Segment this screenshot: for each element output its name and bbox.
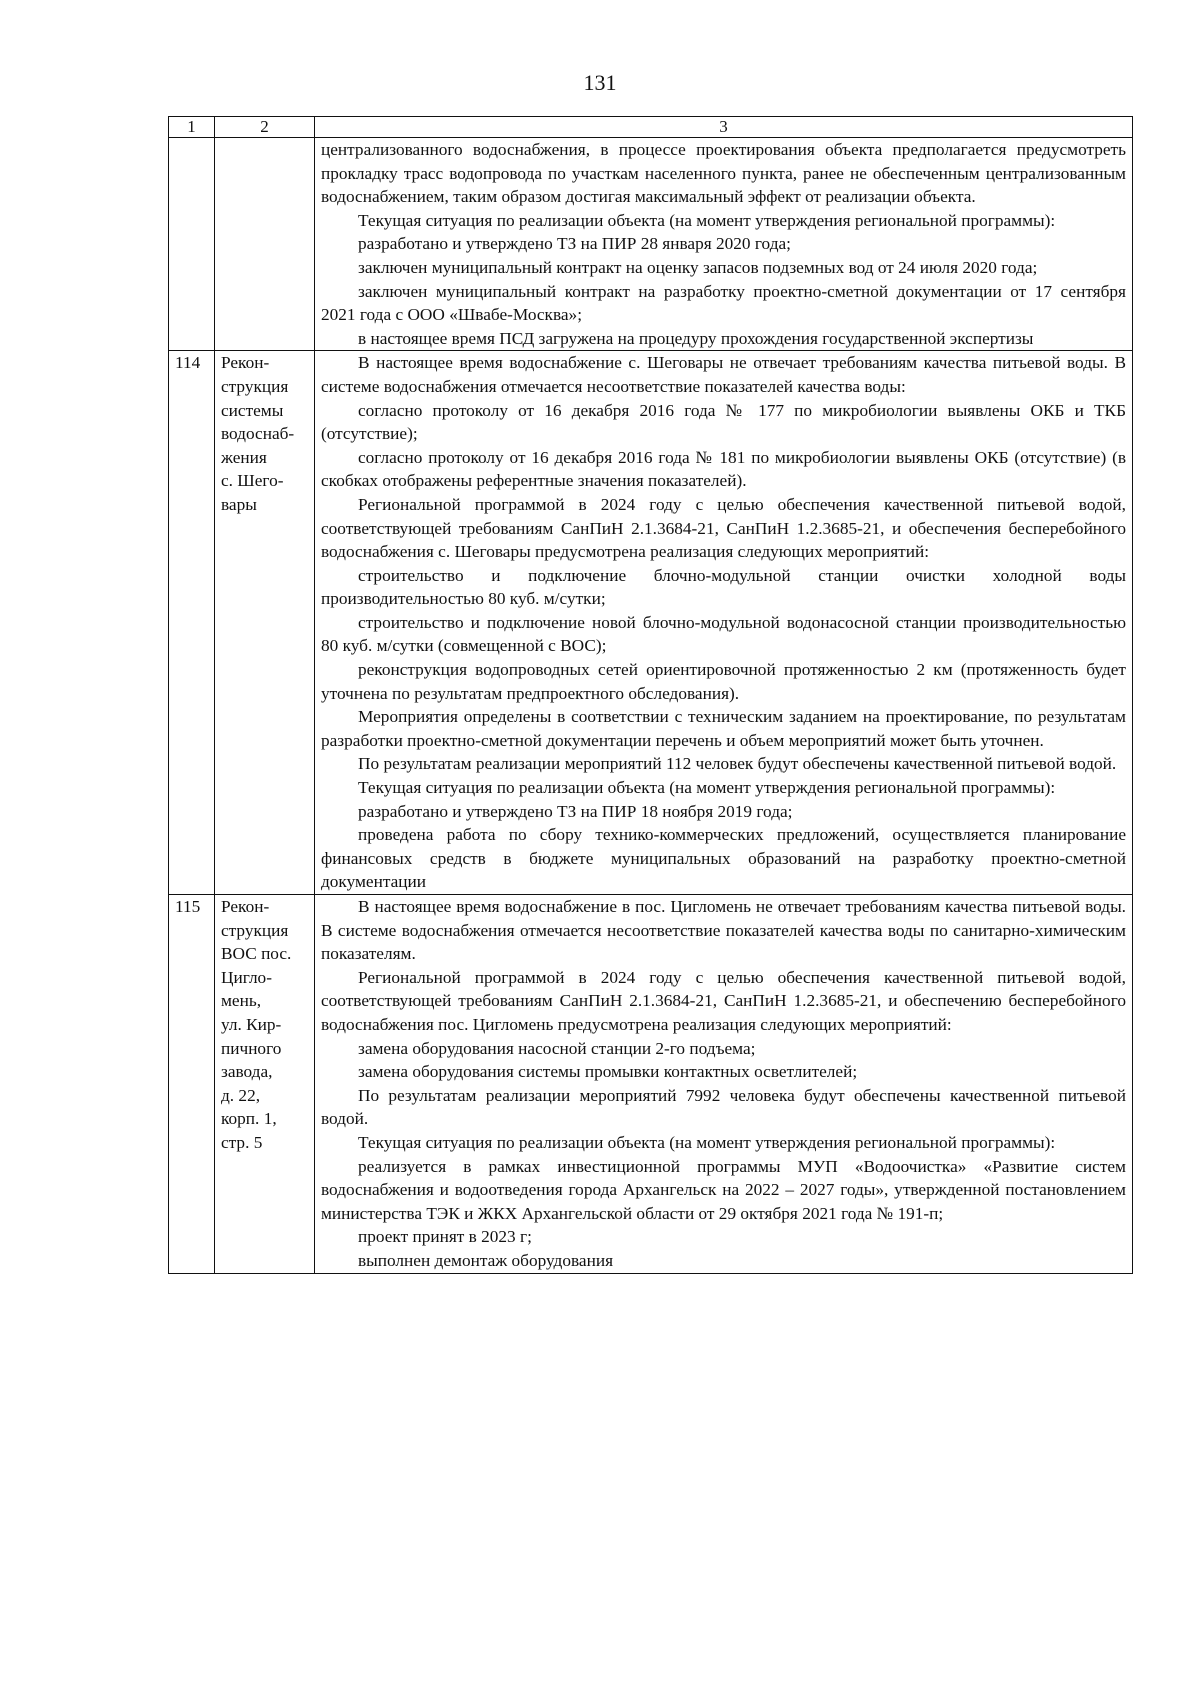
description-paragraph: Текущая ситуация по реализации объекта (на момент утверждения региональной программы): [358,210,1056,230]
description-paragraph: согласно протоколу от 16 декабря 2016 года № 177 по микробиологии выявлены ОКБ и ТКБ (отсутствие); [321,400,1126,444]
description-paragraph: проект принят в 2023 г; [358,1227,532,1247]
description-paragraph: разработано и утверждено ТЗ на ПИР 18 ноября 2019 года; [358,801,793,821]
description-paragraph: Региональной программой в 2024 году с целью обеспечения качественной питьевой водой, соответствующей требованиям СанПиН 2.1.3684-21, СанПиН 1.2.3685-21, и обеспечения бесперебойного водоснабжения с. Шеговары предусмотрена реализация следующих мероприятий: [321,494,1126,562]
object-name-line: Рекон- [221,353,270,373]
object-name-line: д. 22, [221,1085,261,1105]
row-number: 114 [169,351,215,895]
description-cell [315,138,1133,351]
description-paragraph: По результатам реализации мероприятий 7992 человека будут обеспечены качественной питьевой водой. [321,1085,1126,1129]
description-paragraph: Текущая ситуация по реализации объекта (на момент утверждения региональной программы): [358,778,1056,798]
object-name-line: струкция [221,920,289,940]
object-name-line: ВОС пос. [221,944,292,964]
description-paragraph: строительство и подключение новой блочно-модульной водонасосной станции производительностью 80 куб. м/сутки (совмещенной с ВОС); [321,612,1126,656]
description-paragraph: в настоящее время ПСД загружена на процедуру прохождения государственной экспертизы [358,328,1034,348]
row-number: 115 [169,895,215,1274]
table-row [169,895,1133,1274]
description-paragraph: заключен муниципальный контракт на разработку проектно-сметной документации от 17 сентября 2021 года с ООО «Швабе-Москва»; [321,281,1126,325]
object-name-line: мень, [221,991,262,1011]
description-paragraph: Мероприятия определены в соответствии с техническим заданием на проектирование, по результатам разработки проектно-сметной документации перечень и объем мероприятий может быть уточнен. [321,707,1126,750]
description-paragraph: разработано и утверждено ТЗ на ПИР 28 января 2020 года; [358,234,791,254]
description-paragraph: согласно протоколу от 16 декабря 2016 года № 181 по микробиологии выявлены ОКБ (отсутствие) (в скобках отображены референтные значения показателей). [321,447,1126,491]
description-paragraph: централизованного водоснабжения, в процессе проектирования объекта предполагается предусмотреть прокладку трасс водопровода по участкам населенного пункта, ранее не обеспеченным централизованным водоснабжением, таким образом достигая максимальный эффект от реализации объекта. [321,140,1126,207]
object-name [215,138,315,351]
object-name-line: системы [221,400,284,420]
object-name-line: жения [221,447,267,467]
header-cell-1: 1 [169,117,215,138]
description-paragraph: реконструкция водопроводных сетей ориентировочной протяженностью 2 км (протяженность будет уточнена по результатам предпроектного обследования). [321,660,1126,703]
object-name-line: стр. 5 [221,1132,263,1152]
object-name-line: Цигло- [221,967,272,987]
header-cell-2: 2 [215,117,315,138]
object-name-line: завода, [221,1062,273,1082]
page-number: 131 [583,70,617,95]
program-table [168,116,1133,1274]
description-paragraph: Текущая ситуация по реализации объекта (на момент утверждения региональной программы): [358,1132,1056,1152]
object-name-line: водоснаб- [221,424,295,444]
description-paragraph: строительство и подключение блочно-модульной станции очистки холодной воды производительностью 80 куб. м/сутки; [321,565,1126,609]
description-paragraph: замена оборудования насосной станции 2-го подъема; [358,1038,756,1058]
object-name-line: корп. 1, [221,1109,277,1129]
description-paragraph: В настоящее время водоснабжение с. Шеговары не отвечает требованиям качества питьевой воды. В системе водоснабжения отмечается несоответствие показателей качества воды: [321,353,1126,396]
table-row [169,351,1133,895]
description-paragraph: В настоящее время водоснабжение в пос. Цигломень не отвечает требованиям качества питьевой воды. В системе водоснабжения отмечается несоответствие показателей качества воды по санитарно-химическим показателям. [321,897,1126,964]
object-name-line: струкция [221,376,289,396]
object-name-line: ул. Кир- [221,1014,282,1034]
row-number [169,138,215,351]
description-cell [315,895,1133,1274]
object-name-line: вары [221,494,257,514]
description-paragraph: проведена работа по сбору технико-коммерческих предложений, осуществляется планирование финансовых средств в бюджете муниципальных образований на разработку проектно-сметной документации [321,825,1126,892]
description-paragraph: реализуется в рамках инвестиционной программы МУП «Водоочистка» «Развитие систем водоснабжения и водоотведения города Архангельск на 2022 – 2027 годы», утвержденной постановлением министерства ТЭК и ЖКХ Архангельской области от 29 октября 2021 года № 191-п; [321,1156,1126,1223]
description-paragraph: По результатам реализации мероприятий 112 человек будут обеспечены качественной питьевой водой. [358,754,1117,774]
object-name-line: с. Шего- [221,471,284,491]
object-name-line: пичного [221,1038,282,1058]
description-paragraph: замена оборудования системы промывки контактных осветлителей; [358,1062,858,1082]
description-cell [315,351,1133,895]
table-header-row [169,117,1133,138]
object-name [215,351,315,895]
description-paragraph: выполнен демонтаж оборудования [358,1250,614,1270]
description-paragraph: заключен муниципальный контракт на оценку запасов подземных вод от 24 июля 2020 года; [358,257,1038,277]
table-row [169,138,1133,351]
header-cell-3: 3 [315,117,1133,138]
object-name-line: Рекон- [221,897,270,916]
object-name [215,895,315,1274]
description-paragraph: Региональной программой в 2024 году с целью обеспечения качественной питьевой водой, соответствующей требованиям СанПиН 2.1.3684-21, СанПиН 1.2.3685-21, и обеспечению бесперебойного водоснабжения пос. Цигломень предусмотрена реализация следующих мероприятий: [321,967,1126,1034]
